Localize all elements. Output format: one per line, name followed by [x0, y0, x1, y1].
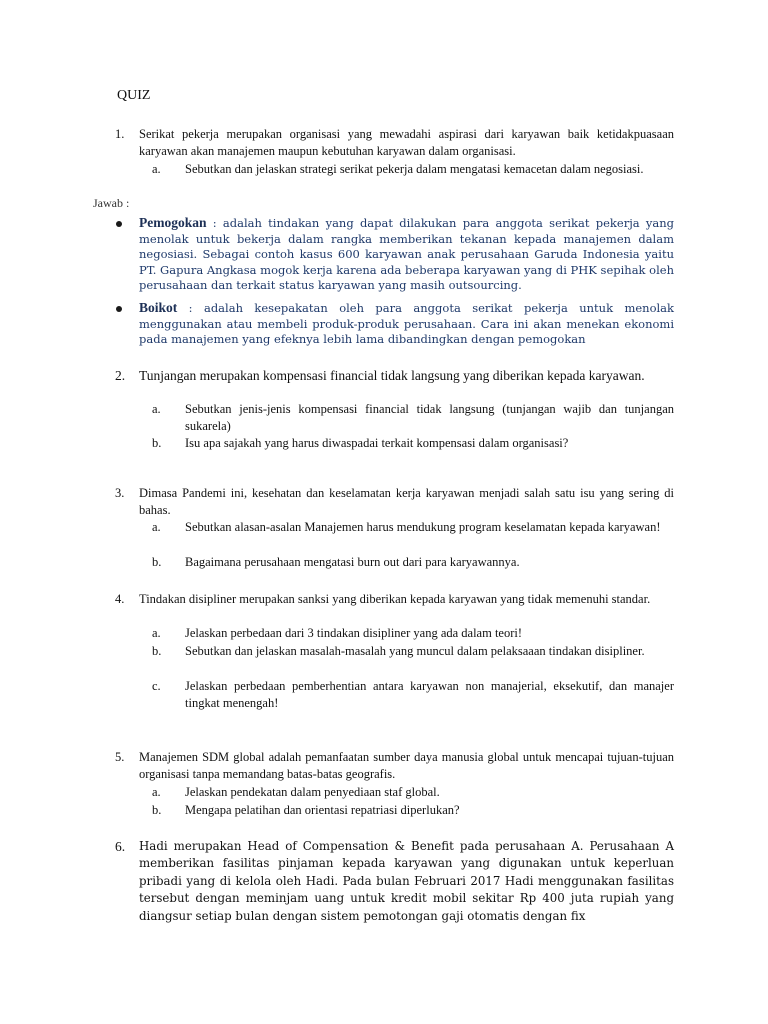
answer-body: : adalah tindakan yang dapat dilakukan para anggota serikat pekerja yang menolak untuk bekerja dalam rangka memberikan tekanan kepada manajemen dalam negosiasi. Sebagai contoh kasus 600 karyawan anak perusahaan Garuda Indonesia yaitu PT. Gapura Angkasa mogok kerja karena ada beberapa karyawan yang di PHK sepihak oleh perusahaan dan terkait status karyawan yang masih outsourcing. — [139, 216, 674, 292]
question-number: 3. — [115, 486, 125, 500]
question-number: 1. — [115, 127, 125, 141]
sub-label: a. — [152, 785, 161, 799]
sub-label: b. — [152, 436, 162, 450]
sub-text: Jelaskan pendekatan dalam penyediaan staf global. — [185, 785, 440, 799]
sub-text: Sebutkan alasan-asalan Manajemen harus mendukung program keselamatan kepada karyawan! — [185, 520, 661, 534]
answer-term: Boikot — [139, 300, 178, 315]
answer-term: Pemogokan — [139, 215, 207, 230]
question-number: 6. — [115, 839, 126, 854]
answer-label: Jawab : — [93, 196, 130, 210]
sub-text: Jelaskan perbedaan pemberhentian antara karyawan non manajerial, eksekutif, dan manajer tingkat menengah! — [185, 679, 674, 710]
answer-text — [139, 300, 674, 348]
quiz-title: QUIZ — [117, 88, 151, 103]
sub-text: Isu apa sajakah yang harus diwaspadai terkait kompensasi dalam organisasi? — [185, 436, 569, 450]
sub-label: a. — [152, 402, 161, 416]
sub-label: a. — [152, 162, 161, 176]
sub-text: Jelaskan perbedaan dari 3 tindakan disipliner yang ada dalam teori! — [185, 626, 523, 640]
question-text: Manajemen SDM global adalah pemanfaatan sumber daya manusia global untuk mencapai tujuan-tujuan organisasi tanpa memandang batas-batas geografis. — [139, 750, 674, 781]
sub-text: Bagaimana perusahaan mengatasi burn out dari para karyawannya. — [185, 555, 520, 569]
answer-text — [139, 215, 674, 294]
question-text: Serikat pekerja merupakan organisasi yang mewadahi aspirasi dari karyawan baik ketidakpuasaan karyawan akan manajemen maupun kebutuhan karyawan dalam organisasi. — [139, 127, 674, 158]
sub-label: b. — [152, 803, 162, 817]
sub-text: Sebutkan dan jelaskan strategi serikat pekerja dalam mengatasi kemacetan dalam negosiasi. — [185, 162, 644, 176]
question-text: Hadi merupakan Head of Compensation & Benefit pada perusahaan A. Perusahaan A memberikan fasilitas pinjaman kepada karyawan yang digunakan untuk keperluan pribadi yang di kelola oleh Hadi. Pada bulan Februari 2017 Hadi menggunakan fasilitas tersebut dengan meminjam uang untuk kredit mobil sekitar Rp 400 juta rupiah yang diangsur setiap bulan dengan sistem pemotongan gaji otomatis dengan fix — [139, 839, 674, 923]
sub-label: b. — [152, 644, 162, 658]
question-number: 4. — [115, 592, 125, 606]
sub-label: b. — [152, 555, 162, 569]
question-text: Tunjangan merupakan kompensasi financial tidak langsung yang diberikan kepada karyawan. — [139, 368, 645, 383]
bullet-icon — [116, 306, 122, 312]
sub-label: a. — [152, 626, 161, 640]
sub-label: a. — [152, 520, 161, 534]
sub-text: Sebutkan jenis-jenis kompensasi financial tidak langsung (tunjangan wajib dan tunjangan sukarela) — [185, 402, 674, 433]
question-number: 5. — [115, 750, 125, 764]
question-number: 2. — [115, 368, 126, 383]
answer-body: : adalah kesepakatan oleh para anggota serikat pekerja untuk menolak menggunakan atau membeli produk-produk perusahaan. Cara ini akan menekan ekonomi pada manajemen yang efeknya lebih lama dibandingkan dengan pemogokan — [139, 301, 674, 346]
sub-label: c. — [152, 679, 161, 693]
bullet-icon — [116, 221, 122, 227]
sub-text: Mengapa pelatihan dan orientasi repatriasi diperlukan? — [185, 803, 460, 817]
question-text: Tindakan disipliner merupakan sanksi yang diberikan kepada karyawan yang tidak memenuhi standar. — [139, 592, 651, 606]
question-text: Dimasa Pandemi ini, kesehatan dan keselamatan kerja karyawan menjadi salah satu isu yang sering di bahas. — [139, 486, 674, 517]
sub-text: Sebutkan dan jelaskan masalah-masalah yang muncul dalam pelaksaaan tindakan disipliner. — [185, 644, 645, 658]
